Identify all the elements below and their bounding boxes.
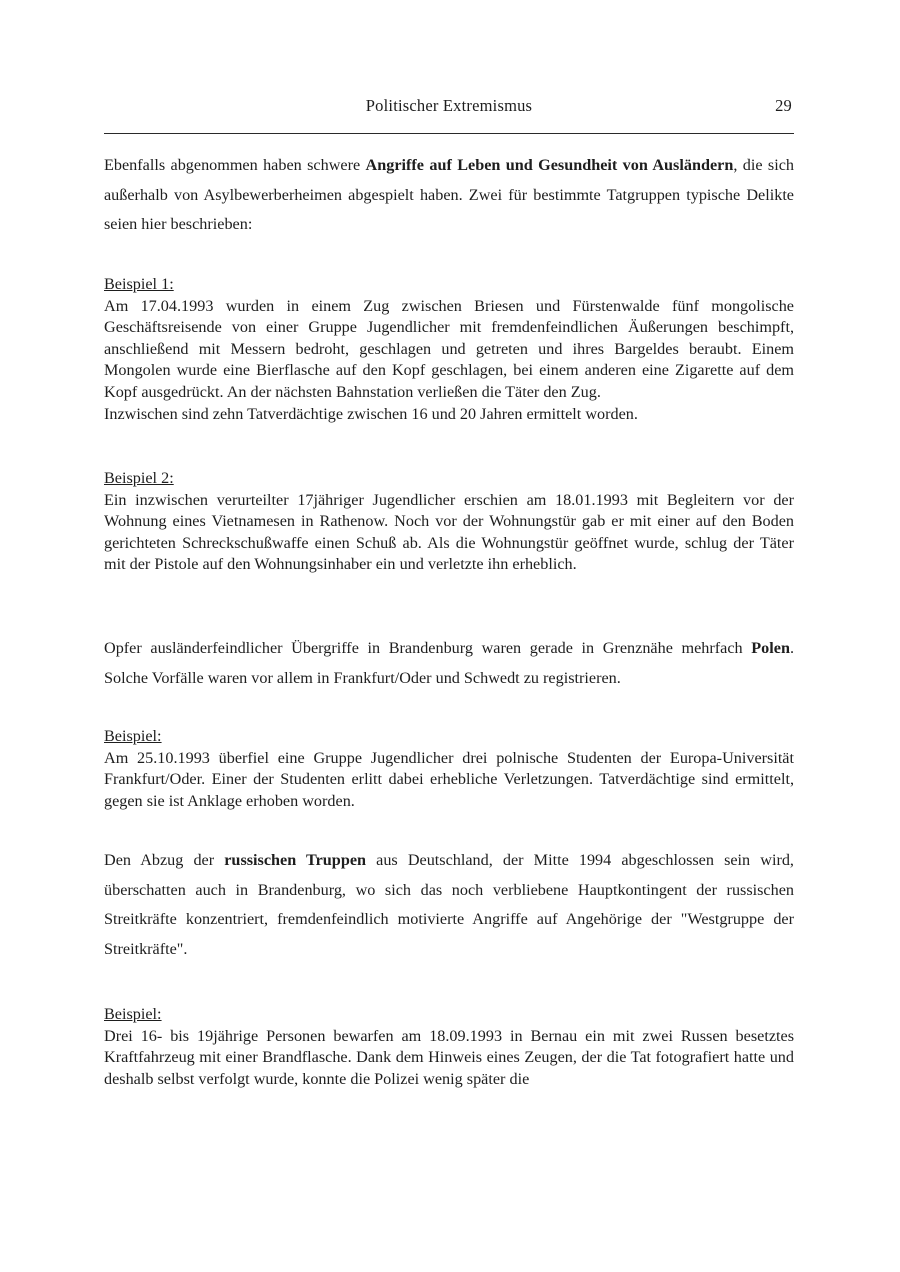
running-header	[104, 96, 794, 120]
header-rule	[104, 133, 794, 134]
running-title: Politischer Extremismus	[365, 96, 533, 115]
example-1-label: Beispiel 1:	[104, 275, 174, 293]
intro-paragraph	[104, 151, 794, 240]
troops-text-before: Den Abzug der	[104, 851, 225, 869]
example-4-label: Beispiel:	[104, 1005, 162, 1023]
example-3-text: Am 25.10.1993 überfiel eine Gruppe Jugendlicher drei polnische Studenten der Europa-Universität Frankfurt/Oder. Einer der Studenten erlitt dabei erhebliche Verletzungen. Tatverdächtige sind ermittelt, gegen sie ist Anklage erhoben worden.	[104, 748, 794, 810]
example-1-text: Am 17.04.1993 wurden in einem Zug zwischen Briesen und Fürstenwalde fünf mongolische Geschäftsreisende von einer Gruppe Jugendlicher mit fremdenfeindlichen Äußerungen beschimpft, anschließend mit Messern bedroht, geschlagen und getreten und ihres Bargeldes beraubt. Einem Mongolen wurde eine Bierflasche auf den Kopf geschlagen, bei einem anderen eine Zigarette auf dem Kopf ausgedrückt. An der nächsten Bahnstation verließen die Täter den Zug.	[104, 296, 794, 401]
page-number: 29	[775, 96, 792, 115]
example-2-label: Beispiel 2:	[104, 469, 174, 487]
example-2-text: Ein inzwischen verurteilter 17jähriger Jugendlicher erschien am 18.01.1993 mit Begleitern vor der Wohnung eines Vietnamesen in Rathenow. Noch vor der Wohnungstür gab er mit einer auf den Boden gerichteten Schreckschußwaffe einen Schuß ab. Als die Wohnungstür geöffnet wurde, schlug der Täter mit der Pistole auf den Wohnungsinhaber ein und verletzte ihn erheblich.	[104, 490, 794, 574]
poland-paragraph	[104, 634, 794, 693]
example-2	[104, 468, 794, 576]
troops-paragraph	[104, 846, 794, 964]
example-3-label: Beispiel:	[104, 727, 162, 745]
troops-bold-term: russischen Truppen	[224, 851, 367, 869]
example-3	[104, 726, 794, 812]
intro-text-before: Ebenfalls abgenommen haben schwere	[104, 156, 366, 174]
example-1	[104, 274, 794, 425]
example-4	[104, 1004, 794, 1090]
poland-text-after: . Solche Vorfälle waren vor allem in Frankfurt/Oder und Schwedt zu registrieren.	[104, 639, 794, 687]
intro-text-after: , die sich außerhalb von Asylbewerberheimen abgespielt haben. Zwei für bestimmte Tatgruppen typische Delikte seien hier beschrieben:	[104, 156, 794, 233]
intro-bold-term: Angriffe auf Leben und Gesundheit von Ausländern	[365, 156, 734, 174]
example-4-text: Drei 16- bis 19jährige Personen bewarfen am 18.09.1993 in Bernau ein mit zwei Russen besetztes Kraftfahrzeug mit einer Brandflasche. Dank dem Hinweis eines Zeugen, der die Tat fotografiert hatte und deshalb selbst verfolgt wurde, konnte die Polizei wenig später die	[104, 1026, 794, 1088]
example-1-text-2: Inzwischen sind zehn Tatverdächtige zwischen 16 und 20 Jahren ermittelt worden.	[104, 404, 638, 423]
poland-text-before: Opfer ausländerfeindlicher Übergriffe in Brandenburg waren gerade in Grenznähe mehrfach	[104, 639, 752, 657]
poland-bold-term: Polen	[751, 639, 790, 657]
troops-text-after: aus Deutschland, der Mitte 1994 abgeschlossen sein wird, überschatten auch in Brandenburg, wo sich das noch verbliebene Hauptkontingent der russischen Streitkräfte konzentriert, fremdenfeindlich motivierte Angriffe auf Angehörige der "Westgruppe der Streitkräfte".	[104, 851, 794, 958]
